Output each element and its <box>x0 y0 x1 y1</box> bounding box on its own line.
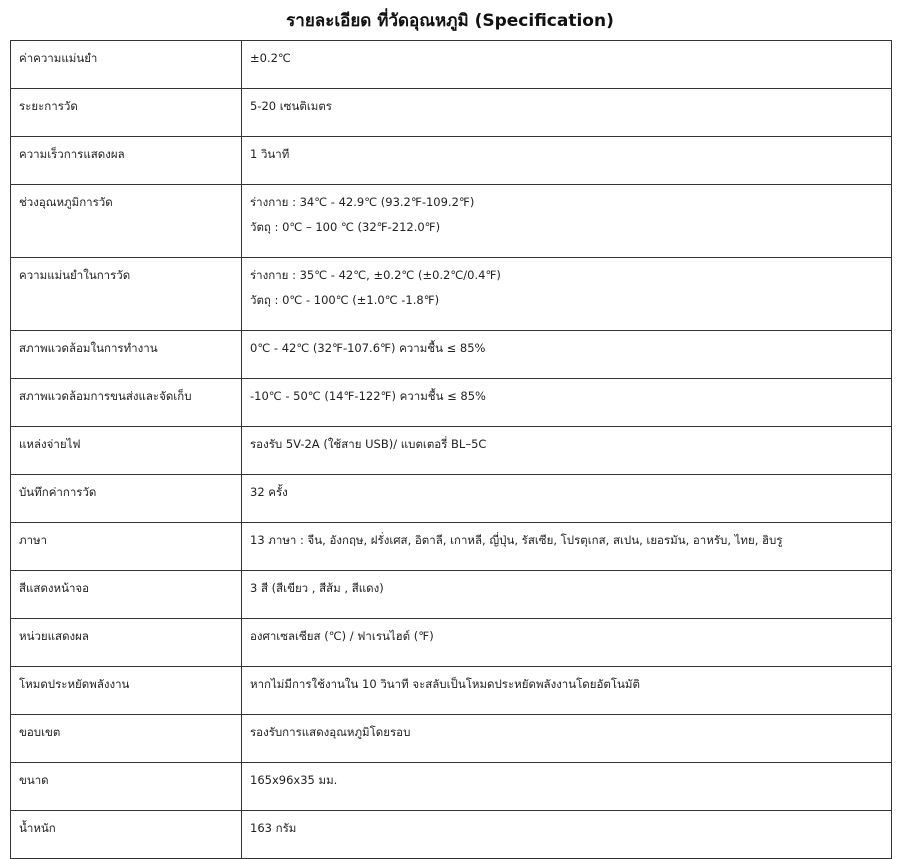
spec-label: สภาพแวดล้อมการขนส่งและจัดเก็บ <box>11 379 242 427</box>
spec-label: ค่าความแม่นยำ <box>11 41 242 89</box>
spec-value-line: หากไม่มีการใช้งานใน 10 วินาที จะสลับเป็นโหมดประหยัดพลังงานโดยอัตโนมัติ <box>250 677 640 691</box>
spec-row <box>11 763 892 811</box>
spec-row <box>11 427 892 475</box>
spec-value <box>242 89 892 137</box>
spec-value-line: ร่างกาย : 35℃ - 42℃, ±0.2℃ (±0.2℃/0.4℉) <box>250 268 501 282</box>
spec-value-line: องศาเซลเซียส (℃) / ฟาเรนไฮต์ (℉) <box>250 629 434 643</box>
spec-value-line: ร่างกาย : 34℃ - 42.9℃ (93.2℉-109.2℉) <box>250 195 475 209</box>
spec-value-line: 0℃ - 42℃ (32℉-107.6℉) ความชื้น ≤ 85% <box>250 341 486 355</box>
spec-value-line: 13 ภาษา : จีน, อังกฤษ, ฝรั่งเศส, อิตาลี, เกาหลี, ญี่ปุ่น, รัสเซีย, โปรตุเกส, สเปน, เยอรมัน, อาหรับ, ไทย, ฮิบรู <box>250 533 783 547</box>
spec-value-line: 165x96x35 มม. <box>250 773 338 787</box>
spec-row <box>11 667 892 715</box>
spec-label: หน่วยแสดงผล <box>11 619 242 667</box>
spec-value <box>242 667 892 715</box>
spec-row <box>11 137 892 185</box>
spec-label: แหล่งจ่ายไฟ <box>11 427 242 475</box>
spec-value-line: รองรับการแสดงอุณหภูมิโดยรอบ <box>250 725 411 739</box>
spec-value-line: รองรับ 5V-2A (ใช้สาย USB)/ แบตเตอรี่ BL–5C <box>250 437 487 451</box>
spec-table <box>10 40 892 859</box>
spec-value-line: วัตถุ : 0℃ – 100 ℃ (32℉-212.0℉) <box>250 220 441 234</box>
spec-row <box>11 571 892 619</box>
spec-row <box>11 331 892 379</box>
spec-label: โหมดประหยัดพลังงาน <box>11 667 242 715</box>
spec-label: บันทึกค่าการวัด <box>11 475 242 523</box>
spec-value <box>242 571 892 619</box>
spec-value <box>242 475 892 523</box>
spec-value <box>242 41 892 89</box>
spec-row <box>11 258 892 331</box>
spec-row <box>11 379 892 427</box>
spec-row <box>11 475 892 523</box>
spec-value <box>242 379 892 427</box>
spec-value <box>242 427 892 475</box>
spec-label: สภาพแวดล้อมในการทำงาน <box>11 331 242 379</box>
spec-value <box>242 811 892 859</box>
spec-value <box>242 763 892 811</box>
spec-value-line: 5-20 เซนติเมตร <box>250 99 332 113</box>
spec-label: ภาษา <box>11 523 242 571</box>
spec-label: ระยะการวัด <box>11 89 242 137</box>
spec-value <box>242 715 892 763</box>
spec-row <box>11 185 892 258</box>
spec-row <box>11 715 892 763</box>
spec-label: ขนาด <box>11 763 242 811</box>
spec-label: สีแสดงหน้าจอ <box>11 571 242 619</box>
spec-value-line: 32 ครั้ง <box>250 485 288 499</box>
spec-row <box>11 619 892 667</box>
spec-value-line: วัตถุ : 0℃ - 100℃ (±1.0℃ -1.8℉) <box>250 293 440 307</box>
spec-value-line: 1 วินาที <box>250 147 290 161</box>
spec-value-line: -10℃ - 50℃ (14℉-122℉) ความชื้น ≤ 85% <box>250 389 486 403</box>
spec-label: น้ำหนัก <box>11 811 242 859</box>
spec-value <box>242 258 892 331</box>
spec-row <box>11 89 892 137</box>
spec-value <box>242 331 892 379</box>
spec-label: ช่วงอุณหภูมิการวัด <box>11 185 242 258</box>
spec-value-line: ±0.2℃ <box>250 51 291 65</box>
spec-label: ขอบเขต <box>11 715 242 763</box>
spec-value <box>242 523 892 571</box>
spec-value-line: 3 สี (สีเขียว , สีส้ม , สีแดง) <box>250 581 384 595</box>
spec-value <box>242 185 892 258</box>
spec-label: ความแม่นยำในการวัด <box>11 258 242 331</box>
spec-value <box>242 137 892 185</box>
spec-value <box>242 619 892 667</box>
spec-row <box>11 41 892 89</box>
spec-row <box>11 811 892 859</box>
page-title: รายละเอียด ที่วัดอุณหภูมิ (Specification) <box>286 11 614 31</box>
spec-label: ความเร็วการแสดงผล <box>11 137 242 185</box>
spec-table-body <box>11 41 892 859</box>
spec-row <box>11 523 892 571</box>
spec-value-line: 163 กรัม <box>250 821 297 835</box>
